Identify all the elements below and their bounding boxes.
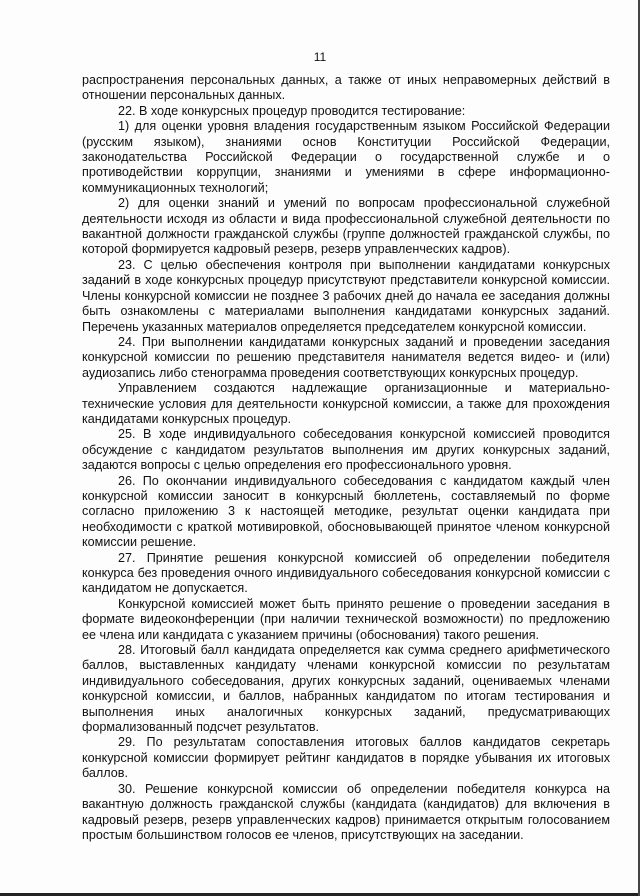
paragraph-27-continuation: Конкурсной комиссией может быть принято решение о проведении заседания в формате видеоконференции (при наличии технической возможности) по предложению ее члена или кандидата с указанием причины (обоснования) такого решения. bbox=[82, 596, 610, 642]
paragraph-23: 23. С целью обеспечения контроля при выполнении кандидатами конкурсных заданий в ходе конкурсных процедур присутствуют представители конкурсной комиссии. Члены конкурсной комиссии не позднее 3 рабочих дней до начала ее заседания должны быть ознакомлены с материалами выполнения кандидатами конкурсных заданий. Перечень указанных материалов определяется председателем конкурсной комиссии. bbox=[82, 257, 610, 334]
paragraph-22-item-1: 1) для оценки уровня владения государственным языком Российской Федерации (русским языком), знаниями основ Конституции Российской Федерации, законодательства Российской Федерации о государственной службе и о противодействии коррупции, знаниями и умениями в сфере информационно-коммуникационных технологий; bbox=[82, 119, 610, 195]
paragraph-24: 24. При выполнении кандидатами конкурсных заданий и проведении заседания конкурсной комиссии по решению представителя нанимателя ведется видео- и (или) аудиозапись либо стенограмма проведения соответствующих конкурсных процедур. bbox=[82, 334, 610, 380]
paragraph-26: 26. По окончании индивидуального собеседования с кандидатом каждый член конкурсной комиссии заносит в конкурсный бюллетень, составляемый по форме согласно приложению 3 к настоящей методике, результат оценки кандидата при необходимости с краткой мотивировкой, обосновывающей принятое членом конкурсной комиссии решение. bbox=[82, 473, 610, 550]
paragraph-29: 29. По результатам сопоставления итоговых баллов кандидатов секретарь конкурсной комиссии формирует рейтинг кандидатов в порядке убывания их итоговых баллов. bbox=[82, 735, 610, 781]
page-number: 11 bbox=[313, 50, 327, 64]
paragraph-24-continuation: Управлением создаются надлежащие организационные и материально-технические условия для деятельности конкурсной комиссии, а также для прохождения кандидатами конкурсных процедур. bbox=[82, 381, 610, 426]
paragraph-30: 30. Решение конкурсной комиссии об определении победителя конкурса на вакантную должность гражданской службы (кандидата (кандидатов) для включения в кадровый резерв, резерв управленческих кадров) принимается открытым голосованием простым большинством голосов ее членов, присутствующих на заседании. bbox=[82, 781, 610, 842]
paragraph-continuation: распространения персональных данных, а также от иных неправомерных действий в отношении персональных данных. bbox=[82, 73, 610, 103]
paragraph-22-item-2: 2) для оценки знаний и умений по вопросам профессиональной служебной деятельности исходя из области и вида профессиональной служебной деятельности по вакантной должности гражданской службы (группе должностей гражданской службы, по которой формируется кадровый резерв, резерв управленческих кадров). bbox=[82, 196, 610, 257]
paragraph-25: 25. В ходе индивидуального собеседования конкурсной комиссией проводится обсуждение с кандидатом результатов выполнения им других конкурсных заданий, задаются вопросы с целью определения его профессионального уровня. bbox=[82, 427, 610, 473]
paragraph-27: 27. Принятие решения конкурсной комиссией об определении победителя конкурса без проведения очного индивидуального собеседования конкурсной комиссии с кандидатом не допускается. bbox=[82, 550, 610, 596]
paragraph-22: 22. В ходе конкурсных процедур проводится тестирование: bbox=[118, 103, 466, 118]
document-body bbox=[82, 73, 610, 843]
paragraph-28: 28. Итоговый балл кандидата определяется как сумма среднего арифметического баллов, выставленных кандидату членами конкурсной комиссии по результатам индивидуального собеседования, других конкурсных заданий, оцениваемых членами конкурсной комиссии, и баллов, набранных кандидатом по итогам тестирования и выполнения иных аналогичных конкурсных заданий, предусматривающих формализованный подсчет результатов. bbox=[82, 643, 610, 735]
